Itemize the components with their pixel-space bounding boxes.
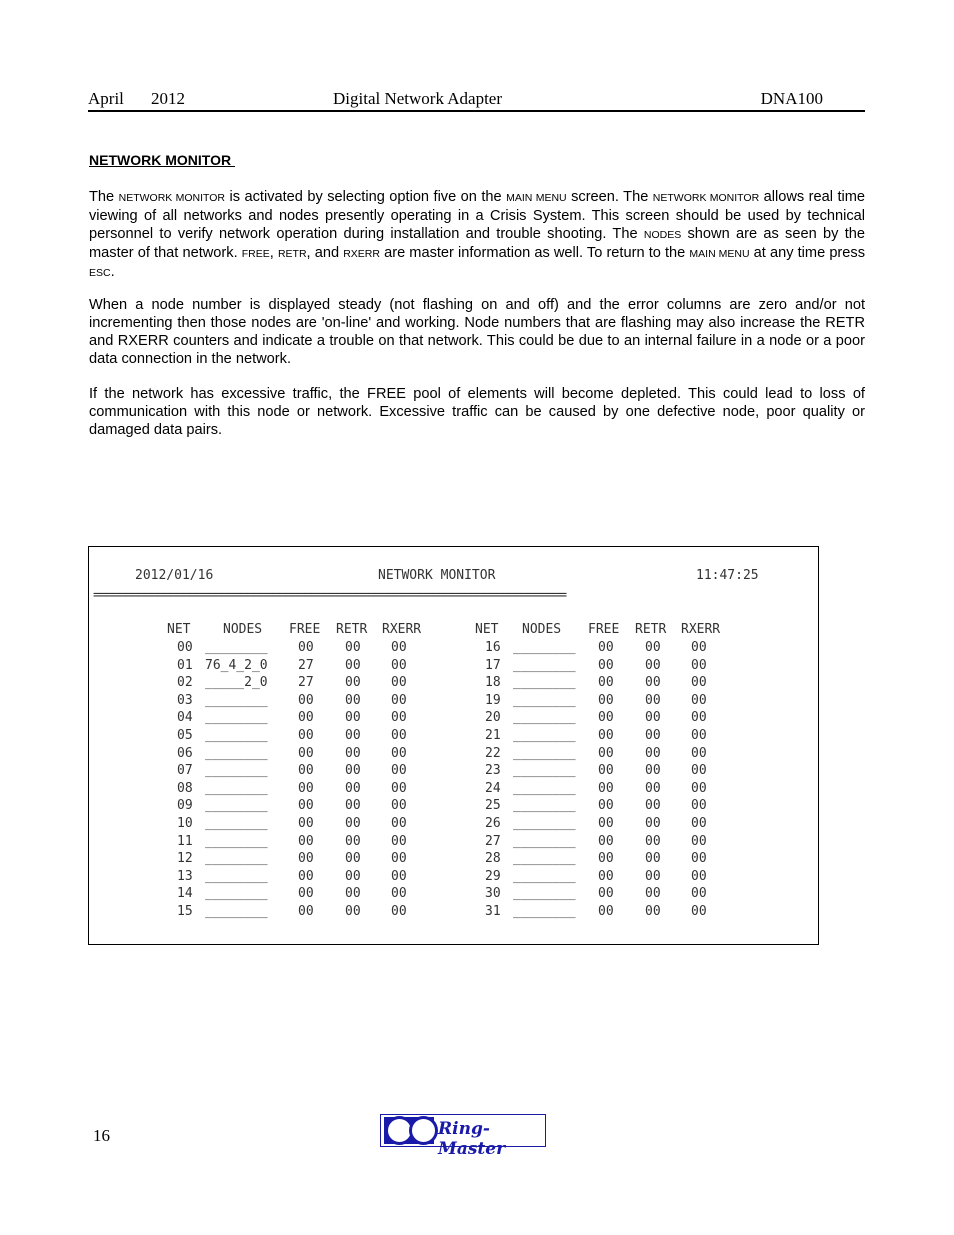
- cell-free: 00: [598, 763, 614, 779]
- cell-retr: 00: [645, 728, 661, 743]
- cell-nodes: ________: [205, 640, 268, 655]
- cell-rxerr: 00: [391, 763, 407, 779]
- cell-rxerr: 00: [391, 657, 407, 673]
- cell-free: 00: [298, 798, 314, 814]
- cell-nodes: ________: [513, 675, 576, 691]
- cell-retr: 00: [645, 886, 661, 902]
- cell-net: 29: [485, 868, 501, 884]
- cell-retr: 00: [645, 763, 661, 779]
- cell-rxerr: 00: [691, 745, 707, 761]
- cell-net: 01: [177, 657, 193, 673]
- cell-net: 00: [177, 640, 193, 655]
- cell-nodes: ________: [513, 710, 576, 726]
- cell-rxerr: 00: [691, 763, 707, 779]
- cell-retr: 00: [645, 868, 661, 884]
- cell-rxerr: 00: [691, 816, 707, 831]
- cell-nodes: ________: [205, 763, 268, 779]
- page-header: [88, 88, 865, 112]
- col-header-free: FREE: [588, 622, 620, 637]
- cell-net: 11: [177, 833, 193, 849]
- col-header-retr: RETR: [336, 622, 368, 637]
- cell-retr: 00: [645, 833, 661, 849]
- cell-retr: 00: [645, 710, 661, 726]
- logo-text: Ring-Master: [438, 1119, 506, 1159]
- cell-free: 00: [298, 692, 314, 708]
- table-row: [89, 868, 818, 886]
- cell-net: 24: [485, 780, 501, 796]
- logo-ring-icon: [388, 1119, 411, 1142]
- cell-rxerr: 00: [391, 886, 407, 902]
- col-header-retr: RETR: [635, 622, 667, 637]
- cell-net: 04: [177, 710, 193, 726]
- cell-retr: 00: [645, 675, 661, 691]
- cell-rxerr: 00: [391, 833, 407, 849]
- cell-nodes: ________: [513, 692, 576, 708]
- cell-free: 00: [298, 833, 314, 849]
- paragraph-traffic: If the network has excessive traffic, the FREE pool of elements will become depleted. This could lead to loss of communication with this node or network. Excessive traffic can be caused by one defective node, poor quality or damaged data pairs.: [89, 386, 865, 438]
- col-header-nodes: NODES: [223, 622, 263, 637]
- cell-nodes: ________: [205, 816, 268, 831]
- cell-nodes: ________: [513, 640, 576, 655]
- cell-nodes: ________: [205, 745, 268, 761]
- cell-nodes: ________: [205, 692, 268, 708]
- cell-retr: 00: [345, 816, 361, 831]
- cell-retr: 00: [345, 763, 361, 779]
- page-number: 16: [93, 1126, 110, 1145]
- table-row: [89, 745, 818, 763]
- cell-free: 00: [598, 710, 614, 726]
- cell-nodes: ________: [513, 745, 576, 761]
- cell-net: 23: [485, 763, 501, 779]
- cell-retr: 00: [345, 640, 361, 655]
- cell-nodes: ________: [513, 728, 576, 743]
- cell-net: 05: [177, 728, 193, 743]
- section-title: NETWORK MONITOR: [89, 152, 235, 168]
- header-month: April: [88, 89, 124, 108]
- cell-net: 28: [485, 851, 501, 867]
- header-model: DNA100: [760, 89, 823, 108]
- cell-retr: 00: [645, 745, 661, 761]
- cell-retr: 00: [645, 657, 661, 673]
- cell-rxerr: 00: [391, 780, 407, 796]
- screen-time: 11:47:25: [696, 568, 759, 583]
- cell-rxerr: 00: [391, 798, 407, 814]
- cell-rxerr: 00: [691, 728, 707, 743]
- cell-net: 12: [177, 851, 193, 867]
- col-header-rxerr: RXERR: [382, 622, 422, 637]
- cell-retr: 00: [345, 851, 361, 867]
- cell-rxerr: 00: [391, 851, 407, 867]
- cell-rxerr: 00: [691, 851, 707, 867]
- cell-retr: 00: [345, 745, 361, 761]
- header-title: Digital Network Adapter: [333, 89, 503, 108]
- cell-free: 00: [298, 745, 314, 761]
- cell-net: 13: [177, 868, 193, 884]
- table-row: [89, 727, 818, 745]
- table-row: [89, 780, 818, 798]
- cell-rxerr: 00: [691, 780, 707, 796]
- col-header-free: FREE: [289, 622, 321, 637]
- cell-nodes: ________: [205, 868, 268, 884]
- cell-nodes: ________: [205, 728, 268, 743]
- cell-free: 00: [598, 816, 614, 831]
- cell-free: 00: [598, 833, 614, 849]
- cell-retr: 00: [645, 851, 661, 867]
- cell-rxerr: 00: [691, 640, 707, 655]
- cell-retr: 00: [645, 816, 661, 831]
- cell-nodes: ________: [513, 886, 576, 902]
- cell-rxerr: 00: [691, 675, 707, 691]
- table-row: [89, 815, 818, 833]
- cell-rxerr: 00: [391, 904, 407, 919]
- cell-free: 00: [598, 780, 614, 796]
- table-row: [89, 657, 818, 675]
- cell-retr: 00: [645, 640, 661, 655]
- network-monitor-screen: [88, 546, 819, 945]
- cell-net: 19: [485, 692, 501, 708]
- cell-retr: 00: [345, 904, 361, 919]
- cell-free: 00: [298, 640, 314, 655]
- col-header-net: NET: [167, 622, 191, 637]
- cell-net: 21: [485, 728, 501, 743]
- cell-free: 00: [298, 816, 314, 831]
- cell-retr: 00: [345, 728, 361, 743]
- cell-nodes: ________: [513, 868, 576, 884]
- cell-net: 30: [485, 886, 501, 902]
- cell-free: 00: [298, 780, 314, 796]
- cell-retr: 00: [645, 798, 661, 814]
- paragraph-intro: The NETWORK MONITOR is activated by selecting option five on the MAIN MENU screen. The NETWORK MONITOR allows real time viewing of all networks and nodes presently operating in a Crisis System. This screen should be used by technical personnel to verify network operation during installation and trouble shooting. The NODES shown are as seen by the master of that network. FREE, RETR, and RXERR are master information as well. To return to the MAIN MENU at any time press ESC.: [89, 189, 866, 280]
- cell-nodes: ________: [205, 833, 268, 849]
- cell-rxerr: 00: [391, 745, 407, 761]
- cell-free: 00: [298, 763, 314, 779]
- logo-ring-icon: [412, 1119, 435, 1142]
- cell-free: 00: [298, 851, 314, 867]
- cell-retr: 00: [345, 692, 361, 708]
- cell-retr: 00: [345, 798, 361, 814]
- cell-rxerr: 00: [691, 886, 707, 902]
- cell-nodes: ________: [513, 780, 576, 796]
- screen-title: NETWORK MONITOR: [378, 568, 496, 583]
- screen-separator: ==========================================================================: [93, 588, 566, 603]
- table-row: [89, 674, 818, 692]
- table-row: [89, 709, 818, 727]
- cell-rxerr: 00: [391, 728, 407, 743]
- table-row: [89, 833, 818, 851]
- cell-rxerr: 00: [391, 640, 407, 655]
- screen-date: 2012/01/16: [135, 568, 214, 583]
- cell-net: 27: [485, 833, 501, 849]
- cell-free: 00: [298, 868, 314, 884]
- cell-nodes: ________: [513, 657, 576, 673]
- table-row: [89, 639, 818, 657]
- cell-free: 00: [598, 904, 614, 919]
- cell-free: 00: [598, 851, 614, 867]
- cell-free: 00: [598, 692, 614, 708]
- col-header-rxerr: RXERR: [681, 622, 721, 637]
- cell-free: 27: [298, 675, 314, 691]
- cell-rxerr: 00: [691, 868, 707, 884]
- cell-rxerr: 00: [391, 692, 407, 708]
- table-row: [89, 762, 818, 780]
- cell-net: 20: [485, 710, 501, 726]
- cell-net: 18: [485, 675, 501, 691]
- cell-net: 14: [177, 886, 193, 902]
- cell-retr: 00: [345, 868, 361, 884]
- cell-nodes: _____2_0: [205, 675, 268, 691]
- cell-nodes: ________: [513, 798, 576, 814]
- table-header-row: [89, 621, 818, 639]
- header-year: 2012: [151, 89, 185, 108]
- cell-nodes: ________: [205, 798, 268, 814]
- cell-net: 16: [485, 640, 501, 655]
- cell-net: 17: [485, 657, 501, 673]
- cell-nodes: ________: [513, 833, 576, 849]
- cell-free: 00: [598, 728, 614, 743]
- col-header-nodes: NODES: [522, 622, 562, 637]
- ring-master-logo: [380, 1114, 546, 1159]
- cell-nodes: ________: [205, 851, 268, 867]
- cell-retr: 00: [345, 833, 361, 849]
- cell-retr: 00: [645, 780, 661, 796]
- cell-free: 00: [598, 798, 614, 814]
- cell-free: 00: [298, 886, 314, 902]
- cell-rxerr: 00: [691, 833, 707, 849]
- cell-rxerr: 00: [391, 675, 407, 691]
- cell-nodes: ________: [205, 904, 268, 919]
- cell-rxerr: 00: [691, 710, 707, 726]
- cell-retr: 00: [345, 710, 361, 726]
- cell-free: 27: [298, 657, 314, 673]
- cell-free: 00: [598, 745, 614, 761]
- cell-net: 06: [177, 745, 193, 761]
- cell-retr: 00: [645, 692, 661, 708]
- table-row: [89, 885, 818, 903]
- paragraph-node-status: When a node number is displayed steady (not flashing on and off) and the error columns are zero and/or not incrementing then those nodes are 'on-line' and working. Node numbers that are flashing may also increase the RETR and RXERR counters and indicate a trouble on that network. This could be due to an internal failure in a node or a poor data connection in the network.: [89, 297, 865, 367]
- cell-net: 22: [485, 745, 501, 761]
- cell-retr: 00: [345, 675, 361, 691]
- cell-rxerr: 00: [391, 710, 407, 726]
- cell-free: 00: [598, 675, 614, 691]
- cell-net: 03: [177, 692, 193, 708]
- cell-nodes: 76_4_2_0: [205, 657, 268, 673]
- table-row: [89, 903, 818, 921]
- table-row: [89, 692, 818, 710]
- cell-nodes: ________: [513, 763, 576, 779]
- cell-net: 25: [485, 798, 501, 814]
- cell-rxerr: 00: [691, 798, 707, 814]
- table-row: [89, 850, 818, 868]
- cell-retr: 00: [345, 657, 361, 673]
- cell-net: 15: [177, 904, 193, 919]
- cell-retr: 00: [345, 780, 361, 796]
- cell-rxerr: 00: [691, 904, 707, 919]
- cell-free: 00: [298, 710, 314, 726]
- cell-rxerr: 00: [391, 868, 407, 884]
- cell-nodes: ________: [205, 780, 268, 796]
- cell-free: 00: [298, 728, 314, 743]
- col-header-net: NET: [475, 622, 499, 637]
- cell-free: 00: [598, 640, 614, 655]
- cell-free: 00: [298, 904, 314, 919]
- table-row: [89, 797, 818, 815]
- cell-rxerr: 00: [691, 692, 707, 708]
- cell-nodes: ________: [205, 710, 268, 726]
- cell-net: 26: [485, 816, 501, 831]
- cell-nodes: ________: [513, 904, 576, 919]
- cell-net: 08: [177, 780, 193, 796]
- cell-nodes: ________: [513, 816, 576, 831]
- cell-net: 09: [177, 798, 193, 814]
- cell-free: 00: [598, 886, 614, 902]
- cell-rxerr: 00: [391, 816, 407, 831]
- cell-net: 07: [177, 763, 193, 779]
- cell-nodes: ________: [205, 886, 268, 902]
- cell-net: 31: [485, 904, 501, 919]
- cell-rxerr: 00: [691, 657, 707, 673]
- cell-retr: 00: [645, 904, 661, 919]
- cell-net: 02: [177, 675, 193, 691]
- cell-free: 00: [598, 868, 614, 884]
- cell-retr: 00: [345, 886, 361, 902]
- cell-nodes: ________: [513, 851, 576, 867]
- cell-free: 00: [598, 657, 614, 673]
- cell-net: 10: [177, 816, 193, 831]
